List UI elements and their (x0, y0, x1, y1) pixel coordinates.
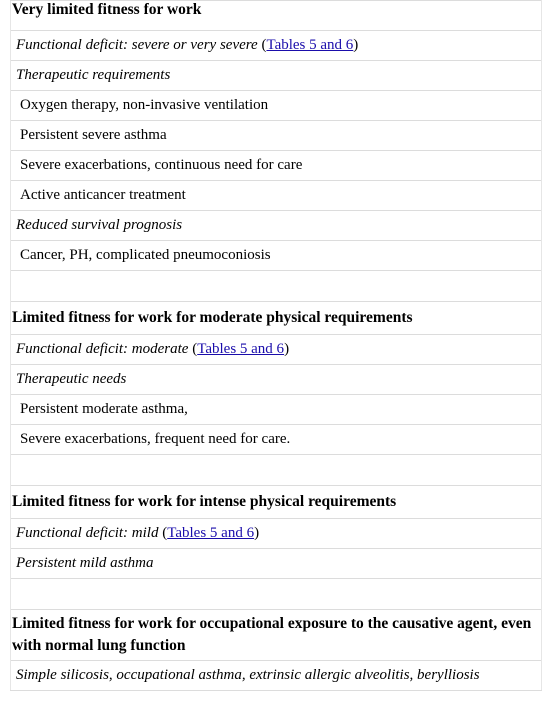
fitness-classification-table (10, 0, 542, 691)
tables-link[interactable]: Tables 5 and 6 (167, 525, 255, 541)
section-heading: Very limited fitness for work (11, 1, 542, 31)
category-row (11, 61, 542, 91)
mild-asthma-label: Persistent mild asthma (11, 549, 542, 579)
section-heading: Limited fitness for work for intense physical requirements (11, 486, 542, 519)
tables-link[interactable]: Tables 5 and 6 (266, 37, 354, 53)
list-item: Oxygen therapy, non-invasive ventilation (11, 91, 542, 121)
list-item: Persistent severe asthma (11, 121, 542, 151)
section-header-row (11, 302, 542, 335)
deficit-row: Functional deficit: moderate (Tables 5 and 6) (11, 335, 542, 365)
spacer-row (11, 271, 542, 302)
list-item: Severe exacerbations, continuous need for care (11, 151, 542, 181)
therapeutic-label: Therapeutic requirements (11, 61, 542, 91)
list-item: Severe exacerbations, frequent need for care. (11, 425, 542, 455)
category-row (11, 211, 542, 241)
section-header-row (11, 1, 542, 31)
spacer-row (11, 455, 542, 486)
tables-link[interactable]: Tables 5 and 6 (197, 341, 285, 357)
category-row (11, 365, 542, 395)
deficit-row: Functional deficit: mild (Tables 5 and 6) (11, 519, 542, 549)
section-heading: Limited fitness for work for moderate physical requirements (11, 302, 542, 335)
deficit-row: Functional deficit: severe or very severe (Tables 5 and 6) (11, 31, 542, 61)
conditions-label: Simple silicosis, occupational asthma, extrinsic allergic alveolitis, berylliosis (11, 661, 542, 691)
spacer-row (11, 579, 542, 610)
category-row (11, 661, 542, 691)
section-header-row (11, 486, 542, 519)
section-header-row (11, 610, 542, 661)
list-item: Persistent moderate asthma, (11, 395, 542, 425)
deficit-label: Functional deficit: severe or very severe (16, 37, 258, 53)
category-row (11, 549, 542, 579)
section-heading: Limited fitness for work for occupational exposure to the causative agent, even with normal lung function (11, 610, 542, 661)
therapeutic-label: Therapeutic needs (11, 365, 542, 395)
deficit-label: Functional deficit: mild (16, 525, 159, 541)
list-item: Active anticancer treatment (11, 181, 542, 211)
list-item: Cancer, PH, complicated pneumoconiosis (11, 241, 542, 271)
deficit-label: Functional deficit: moderate (16, 341, 189, 357)
prognosis-label: Reduced survival prognosis (11, 211, 542, 241)
